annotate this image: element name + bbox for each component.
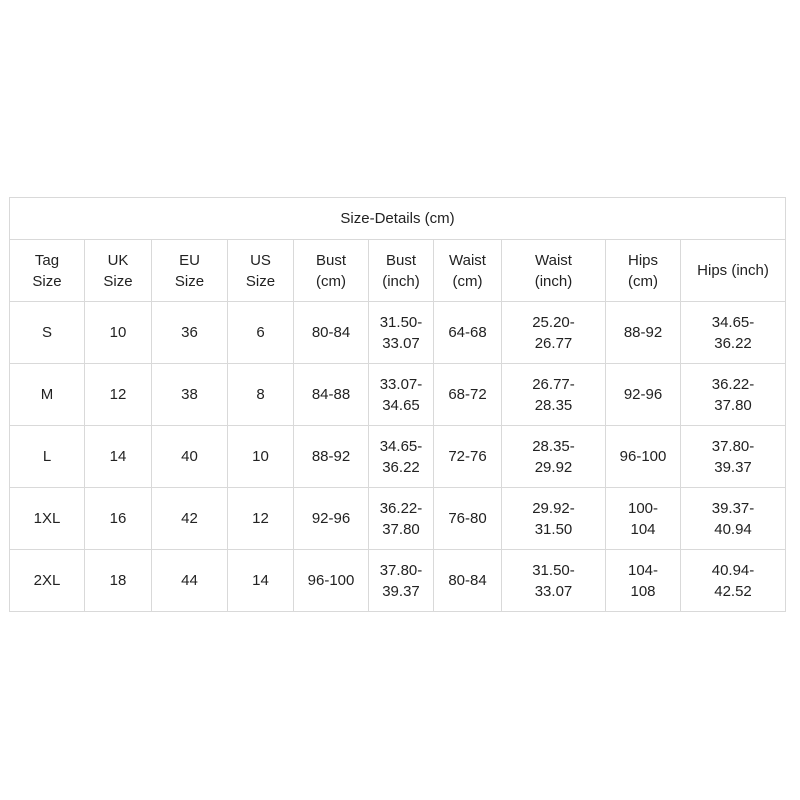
table-cell: 14 <box>228 550 294 612</box>
table-cell: 29.92- 31.50 <box>502 488 606 550</box>
table-cell: 33.07- 34.65 <box>369 364 434 426</box>
table-cell: 76-80 <box>434 488 502 550</box>
header-waist-inch: Waist (inch) <box>502 240 606 302</box>
table-cell: 88-92 <box>294 426 369 488</box>
table-cell: 84-88 <box>294 364 369 426</box>
table-row <box>10 550 786 612</box>
table-cell: 100- 104 <box>606 488 681 550</box>
table-cell: 40.94- 42.52 <box>681 550 786 612</box>
table-cell: 31.50- 33.07 <box>369 302 434 364</box>
table-cell: 36 <box>152 302 228 364</box>
table-cell: 96-100 <box>606 426 681 488</box>
table-cell: 2XL <box>10 550 85 612</box>
table-cell: 104- 108 <box>606 550 681 612</box>
table-cell: 96-100 <box>294 550 369 612</box>
table-cell: 39.37- 40.94 <box>681 488 786 550</box>
table-cell: 80-84 <box>434 550 502 612</box>
table-cell: 72-76 <box>434 426 502 488</box>
table-cell: 92-96 <box>606 364 681 426</box>
table-cell: 16 <box>85 488 152 550</box>
table-cell: 44 <box>152 550 228 612</box>
table-row <box>10 364 786 426</box>
table-cell: 37.80- 39.37 <box>681 426 786 488</box>
table-cell: 36.22- 37.80 <box>369 488 434 550</box>
table-cell: 64-68 <box>434 302 502 364</box>
size-details-table <box>9 197 786 612</box>
table-cell: 28.35- 29.92 <box>502 426 606 488</box>
table-cell: 26.77- 28.35 <box>502 364 606 426</box>
table-cell: 14 <box>85 426 152 488</box>
table-cell: 18 <box>85 550 152 612</box>
table-cell: M <box>10 364 85 426</box>
table-cell: 88-92 <box>606 302 681 364</box>
table-header-row <box>10 240 786 302</box>
table-cell: 12 <box>228 488 294 550</box>
table-cell: 42 <box>152 488 228 550</box>
table-cell: 6 <box>228 302 294 364</box>
table-cell: 10 <box>85 302 152 364</box>
table-cell: 34.65- 36.22 <box>681 302 786 364</box>
table-cell: 40 <box>152 426 228 488</box>
header-hips-inch: Hips (inch) <box>681 240 786 302</box>
table-cell: S <box>10 302 85 364</box>
table-title-row <box>10 198 786 240</box>
table-cell: L <box>10 426 85 488</box>
header-tag-size: Tag Size <box>10 240 85 302</box>
table-row <box>10 488 786 550</box>
table-cell: 12 <box>85 364 152 426</box>
table-row <box>10 302 786 364</box>
table-row <box>10 426 786 488</box>
table-cell: 31.50- 33.07 <box>502 550 606 612</box>
table-cell: 92-96 <box>294 488 369 550</box>
header-bust-cm: Bust (cm) <box>294 240 369 302</box>
header-us-size: US Size <box>228 240 294 302</box>
table-cell: 8 <box>228 364 294 426</box>
header-hips-cm: Hips (cm) <box>606 240 681 302</box>
header-eu-size: EU Size <box>152 240 228 302</box>
table-cell: 38 <box>152 364 228 426</box>
table-cell: 80-84 <box>294 302 369 364</box>
header-waist-cm: Waist (cm) <box>434 240 502 302</box>
table-cell: 10 <box>228 426 294 488</box>
header-uk-size: UK Size <box>85 240 152 302</box>
table-cell: 25.20- 26.77 <box>502 302 606 364</box>
table-cell: 68-72 <box>434 364 502 426</box>
header-bust-inch: Bust (inch) <box>369 240 434 302</box>
table-title: Size-Details (cm) <box>10 198 786 240</box>
table-cell: 36.22- 37.80 <box>681 364 786 426</box>
table-cell: 34.65- 36.22 <box>369 426 434 488</box>
table-cell: 1XL <box>10 488 85 550</box>
table-cell: 37.80- 39.37 <box>369 550 434 612</box>
